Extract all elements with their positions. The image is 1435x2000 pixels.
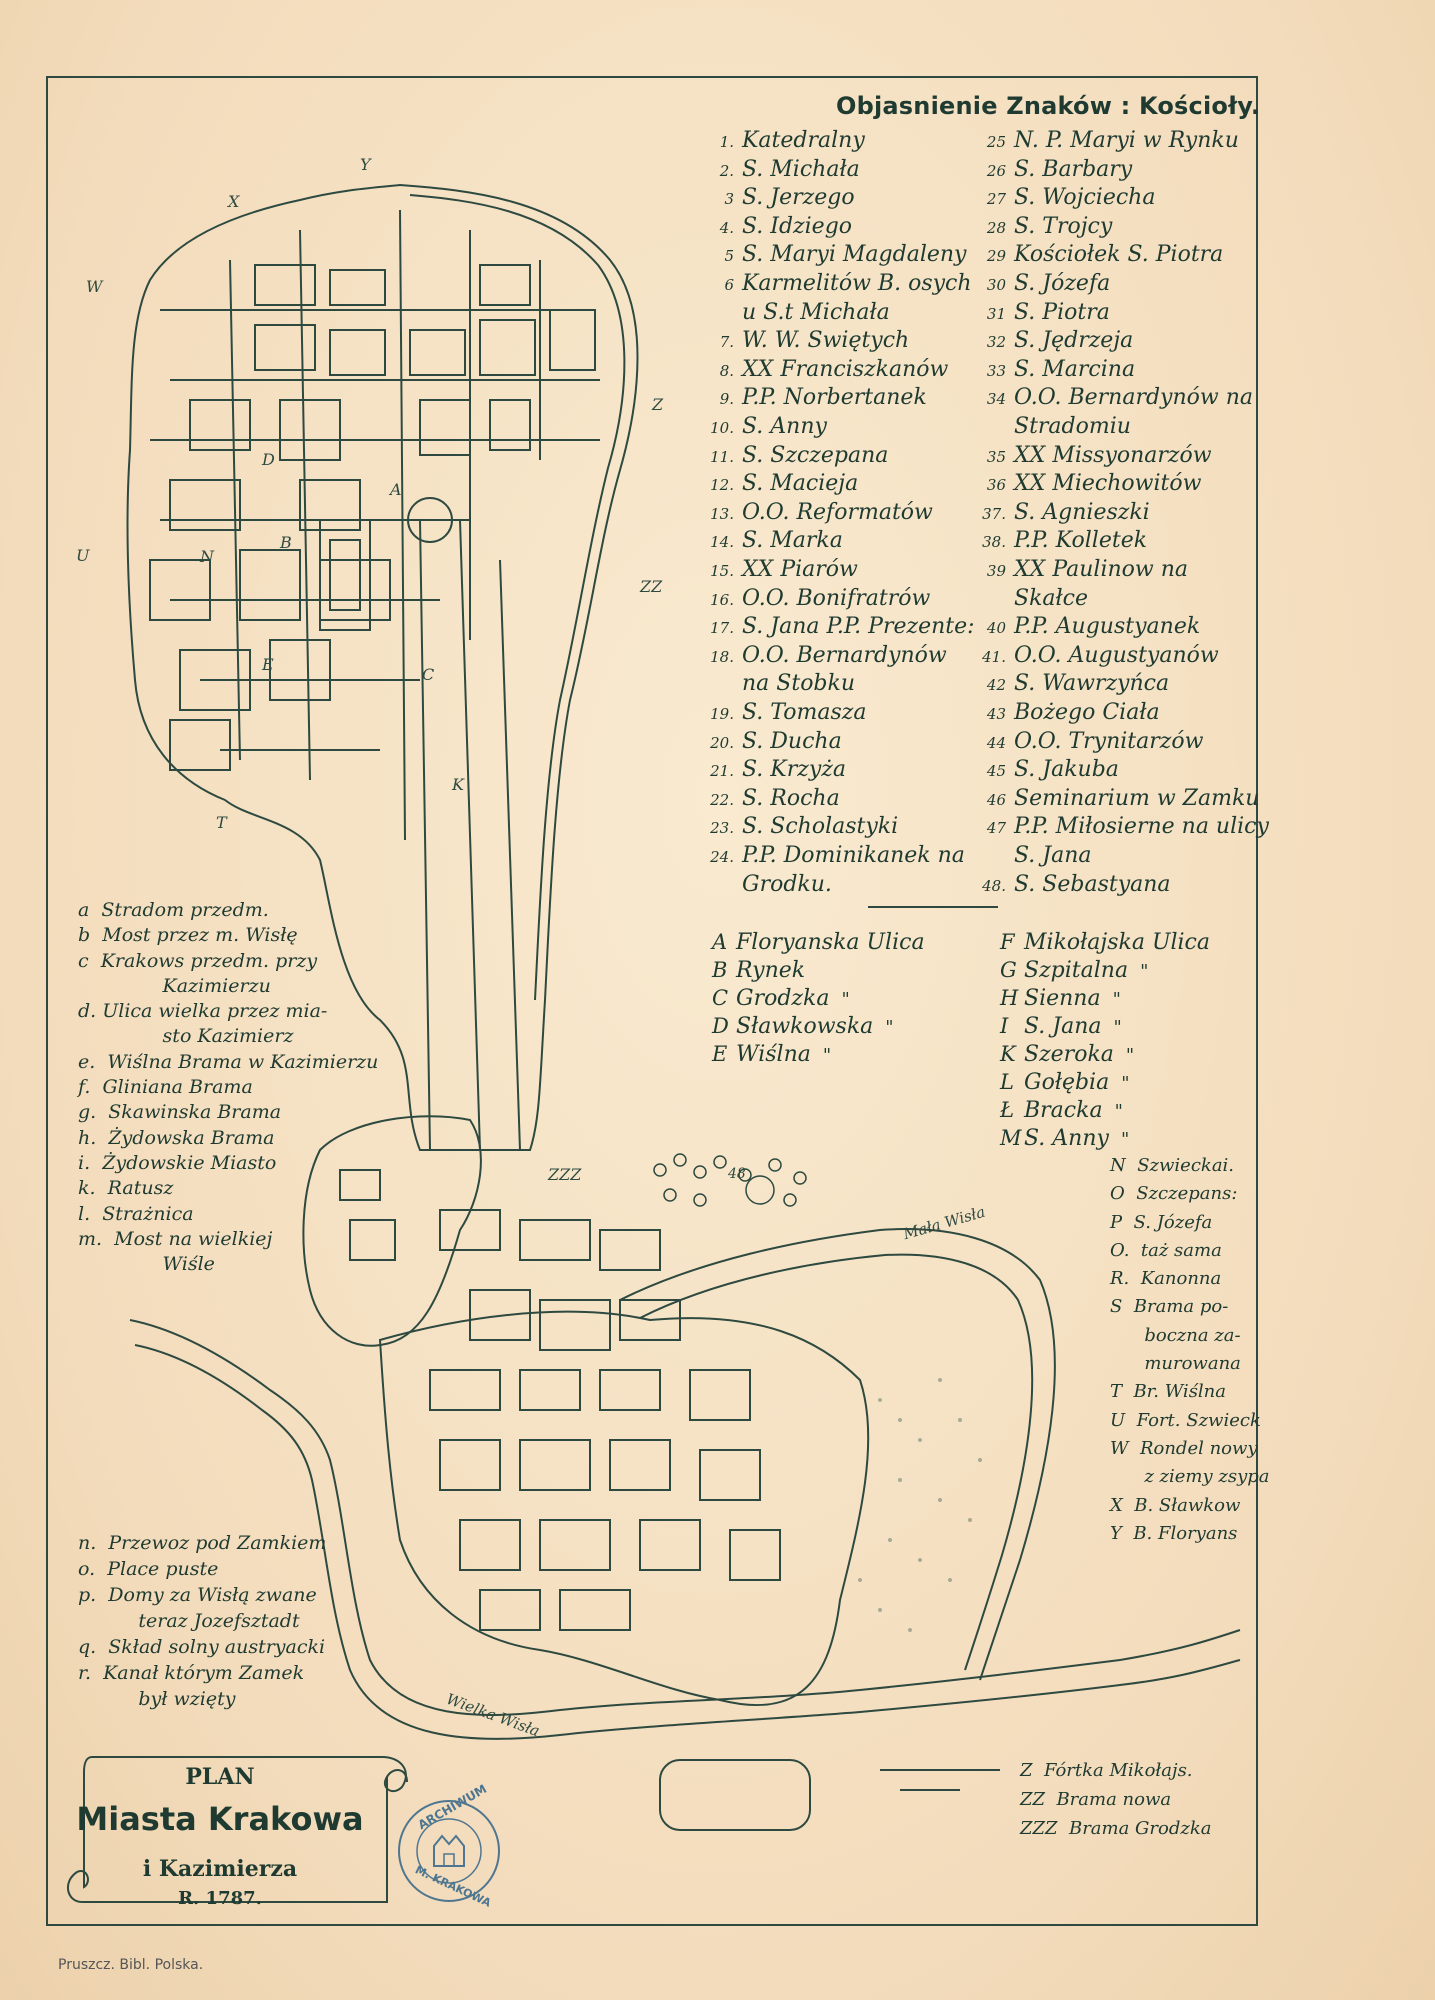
legend-row <box>978 157 1132 182</box>
legend-row <box>708 471 858 496</box>
legend-row <box>978 814 1269 839</box>
church-name: S. Krzyża <box>742 757 846 783</box>
church-number: 11. <box>710 447 734 466</box>
map-label-z: Z <box>652 395 664 414</box>
church-number: 17. <box>710 619 734 638</box>
gate-line: S Brama po- <box>1110 1296 1229 1318</box>
footer-credit: Pruszcz. Bibl. Polska. <box>58 1957 204 1973</box>
street-code: C <box>712 986 729 1010</box>
church-number: 45 <box>986 762 1006 781</box>
church-number: 41. <box>982 647 1006 666</box>
legend-row <box>708 557 858 582</box>
church-name: S. Tomasza <box>742 700 867 725</box>
legend-row <box>708 843 965 868</box>
legend-row <box>708 500 933 525</box>
cartouche-line-2: Miasta Krakowa <box>76 1800 364 1838</box>
church-number: 1. <box>719 133 734 151</box>
street-name: Bracka <box>1024 1098 1103 1123</box>
legend-row <box>708 385 927 410</box>
church-number: 42 <box>986 676 1006 695</box>
church-number: 28 <box>986 218 1006 237</box>
legend-row <box>978 271 1110 296</box>
street-name: Gołębia <box>1024 1070 1110 1095</box>
legend-row <box>708 643 947 668</box>
legend-row <box>978 414 1131 439</box>
suburb-line: i. Żydowskie Miasto <box>78 1151 277 1174</box>
church-name: XX Piarów <box>742 557 858 582</box>
legend-row <box>708 300 890 325</box>
suburb-line: c Krakows przedm. przy <box>78 949 318 972</box>
church-number: 15. <box>710 562 734 580</box>
legend-row <box>978 328 1133 353</box>
map-label-c: C <box>422 665 435 684</box>
legend-row <box>708 700 866 725</box>
street-code: F <box>1000 930 1015 954</box>
legend-row <box>708 271 972 296</box>
suburb-line: g. Skawinska Brama <box>78 1101 282 1124</box>
church-number: 40 <box>986 619 1006 638</box>
street-name: S. Anny <box>1024 1126 1109 1151</box>
street-code: H <box>1000 986 1019 1010</box>
church-name: S. Marcina <box>1014 356 1136 382</box>
church-number: 21. <box>710 762 734 781</box>
street-code: L <box>1000 1070 1014 1094</box>
street-code: K <box>1000 1042 1016 1066</box>
river-line: o. Place puste <box>78 1558 219 1580</box>
gate-line: Y B. Floryans <box>1110 1522 1238 1544</box>
church-name: S. Rocha <box>742 785 840 811</box>
street-code: D <box>712 1014 729 1038</box>
street-ditto: " <box>1114 1101 1123 1122</box>
church-number: 8. <box>719 361 734 380</box>
legend-row <box>708 814 898 839</box>
church-name: Seminarium w Zamku <box>1014 785 1260 811</box>
gate-line: T Br. Wiślna <box>1110 1381 1227 1403</box>
legend-row <box>978 128 1239 153</box>
river-line: n. Przewoz pod Zamkiem <box>78 1532 327 1554</box>
suburbs-legend <box>78 898 378 1277</box>
church-number: 6 <box>724 276 734 294</box>
street-ditto: " <box>1125 1045 1135 1066</box>
church-number: 16. <box>710 590 734 609</box>
church-name: S. Jana P.P. Prezente: <box>742 614 975 640</box>
cartouche-line-1: PLAN <box>185 1764 255 1790</box>
church-number: 35 <box>986 447 1006 466</box>
church-name: Bożego Ciała <box>1014 700 1160 725</box>
legend-row <box>1000 1070 1130 1095</box>
church-number: 13. <box>710 504 734 523</box>
legend-row <box>978 528 1147 553</box>
church-name: u S.t Michała <box>742 299 890 325</box>
church-number: 30 <box>986 276 1006 294</box>
church-name: S. Trojcy <box>1014 213 1113 239</box>
legend-row <box>978 443 1212 468</box>
suburb-line: h. Żydowska Brama <box>78 1126 275 1149</box>
church-name: S. Wawrzyńca <box>1014 671 1170 697</box>
legend-row <box>708 443 888 468</box>
church-name: S. Marka <box>742 528 843 554</box>
legend-row <box>978 586 1088 611</box>
church-number: 43 <box>986 705 1006 723</box>
legend-row <box>978 357 1135 382</box>
suburb-line: f. Gliniana Brama <box>78 1076 253 1099</box>
church-name: S. Szczepana <box>742 442 889 468</box>
legend-row <box>978 700 1160 725</box>
church-number: 10. <box>710 419 734 437</box>
legend-row <box>708 586 930 611</box>
church-name: W. W. Swiętych <box>742 328 910 354</box>
church-name: XX Paulinow na <box>1014 557 1189 582</box>
map-label-zz: ZZ <box>640 577 663 596</box>
street-code: A <box>712 930 728 954</box>
map-label-48: 48 <box>728 1166 746 1182</box>
church-name: Karmelitów B. osych <box>742 271 972 296</box>
legend-row <box>708 671 855 696</box>
legend-row <box>708 872 832 897</box>
legend-row <box>708 328 909 353</box>
church-name: S. Anny <box>742 414 827 439</box>
suburb-line: sto Kazimierz <box>78 1025 294 1048</box>
map-label-x: X <box>228 192 240 211</box>
church-name: S. Sebastyana <box>1014 871 1171 897</box>
church-name: XX Miechowitów <box>1014 471 1202 497</box>
church-name: XX Franciszkanów <box>742 356 949 382</box>
gate-line: X B. Sławkow <box>1110 1494 1241 1516</box>
map-label-d: D <box>262 450 275 469</box>
church-name: S. Jerzego <box>742 185 855 211</box>
church-name: P.P. Kolletek <box>1014 528 1148 554</box>
street-name: Floryanska Ulica <box>736 930 925 955</box>
church-number: 32 <box>986 333 1006 352</box>
label-mala-wisla: Mała Wisła <box>901 1202 988 1244</box>
legend-row <box>978 300 1110 325</box>
legend-row <box>712 1014 894 1039</box>
legend-row <box>708 185 855 210</box>
church-name: S. Wojciecha <box>1014 185 1156 211</box>
river-line: teraz Jozefsztadt <box>78 1610 300 1632</box>
gate-line: U Fort. Szwieck <box>1110 1409 1261 1431</box>
church-number: 48. <box>982 876 1006 895</box>
church-name: O.O. Bonifratrów <box>742 585 931 611</box>
map-label-k: K <box>452 775 464 794</box>
church-number: 24. <box>710 848 734 866</box>
suburb-line: m. Most na wielkiej <box>78 1227 273 1250</box>
street-name: Grodzka <box>736 986 830 1011</box>
legend-row <box>978 242 1223 267</box>
legend-row <box>708 528 843 553</box>
church-name: S. Józefa <box>1014 271 1111 296</box>
river-legend <box>78 1530 326 1712</box>
legend-row <box>978 671 1169 696</box>
church-number: 20. <box>710 733 734 752</box>
suburb-line: b Most przez m. Wisłę <box>78 924 298 947</box>
legend-row <box>978 471 1201 496</box>
legend-row <box>1000 1014 1122 1039</box>
river-line: q. Skład solny austryacki <box>78 1636 326 1658</box>
church-name: O.O. Augustyanów <box>1014 642 1219 668</box>
church-name: S. Jakuba <box>1014 757 1119 783</box>
legend-row <box>1000 930 1222 955</box>
suburb-line: e. Wiślna Brama w Kazimierzu <box>78 1050 379 1073</box>
church-number: 23. <box>710 819 734 838</box>
map-label-e: E <box>262 655 274 674</box>
church-number: 5 <box>724 247 734 266</box>
map-label-w: W <box>86 277 103 296</box>
gate-line: O Szczepans: <box>1110 1183 1238 1205</box>
street-name: Szpitalna <box>1024 958 1129 983</box>
bottom-right-legend <box>1020 1756 1212 1843</box>
label-wielka-wisla: Wielka Wisła <box>443 1689 543 1741</box>
church-number: 3 <box>724 190 734 209</box>
gate-line: Z Fórtka Mikołajs. <box>1020 1760 1193 1781</box>
gate-line: boczna za- <box>1110 1324 1241 1346</box>
church-name: O.O. Bernardynów <box>742 642 947 668</box>
legend-row <box>708 729 842 754</box>
church-name: S. Macieja <box>742 471 859 497</box>
church-name: S. Idziego <box>742 213 853 239</box>
map-label-u: U <box>76 546 90 565</box>
street-ditto: " <box>822 1045 832 1066</box>
legend-row <box>978 500 1150 525</box>
street-code: M <box>1000 1126 1022 1150</box>
river-line: r. Kanał którym Zamek <box>78 1662 305 1684</box>
church-name: Kościołek S. Piotra <box>1014 242 1224 268</box>
church-name: P.P. Miłosierne na ulicy <box>1014 814 1269 840</box>
gate-line: N Szwieckai. <box>1110 1155 1235 1176</box>
street-name: Mikołajska Ulica <box>1024 930 1210 955</box>
church-name: P.P. Dominikanek na <box>742 843 965 868</box>
church-number: 7. <box>719 333 734 352</box>
church-number: 14. <box>710 533 734 552</box>
street-ditto: " <box>1121 1073 1130 1094</box>
legend-row <box>712 930 937 955</box>
church-name: P.P. Augustyanek <box>1014 614 1201 640</box>
church-name: XX Missyonarzów <box>1014 442 1212 468</box>
church-name: S. Scholastyki <box>742 814 899 840</box>
church-number: 37. <box>982 504 1006 523</box>
church-number: 38. <box>982 533 1006 552</box>
legend-row <box>978 185 1155 210</box>
gate-line: murowana <box>1110 1353 1241 1375</box>
church-number: 36 <box>986 476 1006 495</box>
gate-line: z ziemy zsypa <box>1110 1466 1270 1488</box>
gate-line: R. Kanonna <box>1110 1268 1222 1290</box>
church-number: 25 <box>986 133 1006 151</box>
legend-row <box>708 786 840 811</box>
church-name: P.P. Norbertanek <box>742 385 927 411</box>
legend-row <box>1000 1042 1134 1067</box>
legend-title: Objasnienie Znaków : Kościoły. <box>836 92 1261 120</box>
church-name: S. Jana <box>1014 843 1092 868</box>
legend-row <box>708 757 846 782</box>
legend-row <box>1000 1098 1123 1123</box>
legend-row <box>978 872 1171 897</box>
church-name: S. Piotra <box>1014 299 1110 325</box>
legend-row <box>1000 958 1148 983</box>
legend-row <box>1000 986 1121 1011</box>
legend-row <box>978 643 1219 668</box>
church-name: S. Jędrzeja <box>1014 328 1134 354</box>
street-name: S. Jana <box>1024 1014 1102 1039</box>
street-name: Wiślna <box>736 1042 811 1067</box>
church-name: S. Agnieszki <box>1014 499 1150 525</box>
suburb-line: Kazimierzu <box>78 974 271 997</box>
legend-row <box>708 357 948 382</box>
legend-row <box>712 986 850 1011</box>
legend-row <box>708 414 827 439</box>
legend-row <box>708 614 975 639</box>
church-name: O.O. Trynitarzów <box>1014 728 1204 754</box>
gates-legend <box>1110 1152 1270 1548</box>
gate-line: ZZZ Brama Grodzka <box>1020 1818 1212 1839</box>
river-line: był wzięty <box>78 1688 236 1710</box>
street-ditto: " <box>1113 1017 1122 1038</box>
church-number: 34 <box>986 390 1006 409</box>
legend-row <box>978 385 1253 410</box>
church-number: 2. <box>719 161 734 180</box>
church-number: 12. <box>710 476 734 495</box>
street-ditto: " <box>841 989 850 1010</box>
church-name: Skałce <box>1014 585 1088 611</box>
church-name: O.O. Bernardynów na <box>1014 385 1254 411</box>
legend-row <box>712 958 817 983</box>
street-ditto: " <box>885 1017 894 1038</box>
legend-row <box>978 214 1112 239</box>
gate-line: W Rondel nowy <box>1110 1437 1258 1459</box>
suburb-line: k. Ratusz <box>78 1177 174 1200</box>
street-ditto: " <box>1140 961 1149 982</box>
church-number: 33 <box>986 361 1006 380</box>
suburb-line: Wiśle <box>78 1253 215 1276</box>
legend-row <box>978 757 1119 782</box>
gate-line: O. taż sama <box>1110 1239 1222 1261</box>
legend-row <box>978 729 1203 754</box>
church-name: Grodku. <box>742 871 832 897</box>
legend-row <box>708 214 852 239</box>
church-number: 29 <box>986 247 1006 266</box>
legend-separator <box>868 906 998 908</box>
gate-line: P S. Józefa <box>1110 1211 1213 1233</box>
church-number: 19. <box>710 705 734 723</box>
church-name: N. P. Maryi w Rynku <box>1014 128 1239 153</box>
street-name: Sławkowska <box>736 1014 874 1039</box>
church-number: 39 <box>986 562 1006 580</box>
church-name: S. Maryi Magdaleny <box>742 242 967 268</box>
legend-row <box>712 1042 831 1067</box>
legend-row <box>1000 1126 1129 1151</box>
church-number: 4. <box>719 218 734 237</box>
legend-row <box>978 786 1259 811</box>
church-number: 27 <box>986 190 1006 209</box>
legend-row <box>708 128 865 153</box>
church-name: Katedralny <box>742 128 865 153</box>
church-name: S. Barbary <box>1014 156 1133 182</box>
legend-row <box>978 614 1200 639</box>
church-number: 9. <box>719 390 734 409</box>
map-label-n: N <box>200 547 214 566</box>
church-number: 46 <box>986 790 1006 809</box>
cartouche-line-4: R. 1787. <box>178 1888 262 1909</box>
legend-row <box>708 157 860 182</box>
map-label-t: T <box>216 813 227 832</box>
cartouche-line-3: i Kazimierza <box>142 1856 298 1882</box>
church-number: 44 <box>986 733 1006 752</box>
stamp-top-text: ARCHIWUM <box>415 1781 490 1833</box>
street-name: Szeroka <box>1024 1042 1114 1067</box>
church-name: Stradomiu <box>1014 414 1131 439</box>
street-name: Rynek <box>736 958 806 983</box>
legend-row <box>978 843 1092 868</box>
church-number: 18. <box>710 647 734 666</box>
stamp-bottom-text: M. KRAKOWA <box>413 1863 493 1910</box>
suburb-line: a Stradom przedm. <box>78 899 269 921</box>
street-code: E <box>712 1042 728 1066</box>
church-name: na Stobku <box>742 671 856 697</box>
street-name: Sienna <box>1024 986 1101 1011</box>
street-code: Ł <box>1000 1098 1015 1122</box>
street-code: I <box>1000 1014 1009 1038</box>
church-number: 22. <box>710 790 734 809</box>
legend-row <box>708 242 966 267</box>
church-number: 31 <box>986 304 1006 323</box>
legend-row <box>978 557 1188 582</box>
map-label-b: B <box>280 533 292 552</box>
street-ditto: " <box>1112 989 1121 1010</box>
map-label-a: A <box>390 480 402 499</box>
suburb-line: l. Strażnica <box>78 1202 194 1225</box>
street-ditto: " <box>1120 1129 1130 1150</box>
church-name: S. Michała <box>742 156 860 182</box>
church-number: 47 <box>986 819 1006 838</box>
map-label-y: Y <box>360 155 371 174</box>
river-line: p. Domy za Wisłą zwane <box>78 1584 317 1606</box>
suburb-line: d. Ulica wielka przez mia- <box>78 1000 328 1023</box>
gate-line: ZZ Brama nowa <box>1020 1789 1172 1810</box>
church-name: O.O. Reformatów <box>742 499 933 525</box>
map-label-zzz: ZZZ <box>548 1165 582 1184</box>
church-number: 26 <box>986 161 1006 180</box>
street-code: B <box>712 958 728 982</box>
street-code: G <box>1000 958 1017 982</box>
church-name: S. Ducha <box>742 728 842 754</box>
